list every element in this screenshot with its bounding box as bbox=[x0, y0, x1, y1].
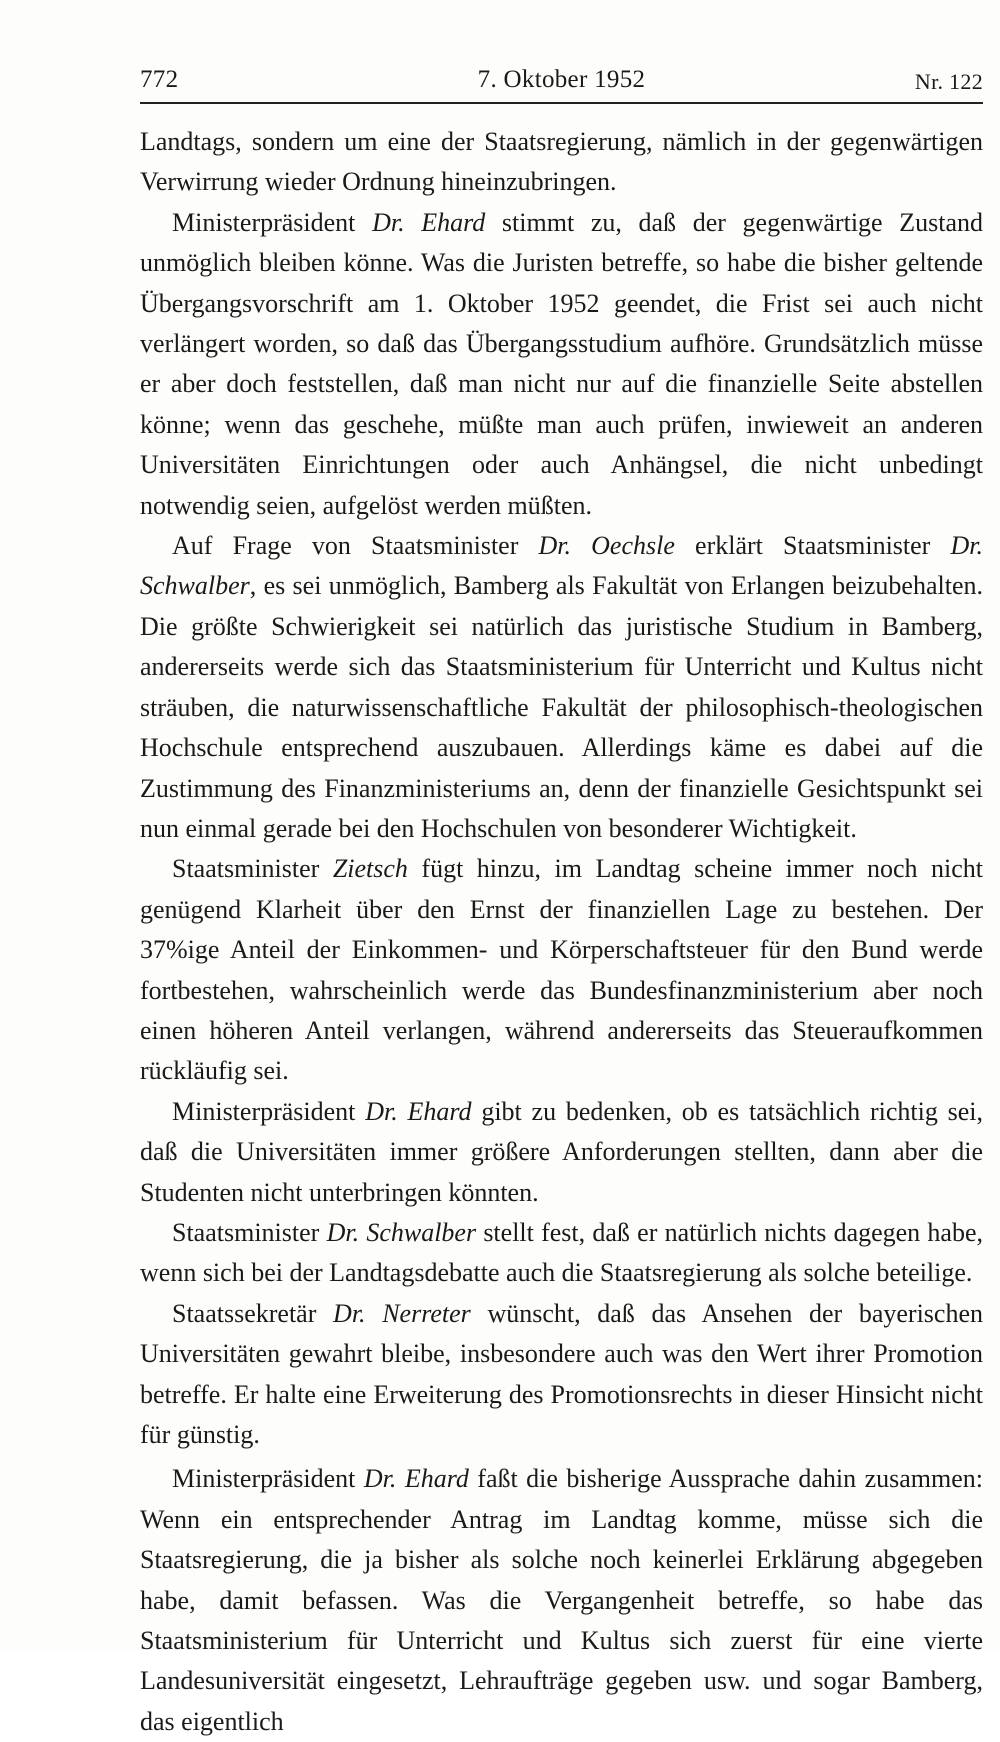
paragraph-zietsch: Staatsminister Zietsch fügt hinzu, im Landtag scheine immer noch nicht genügend Klarheit über den Ernst der finanziellen Lage zu bestehen. Der 37%ige Anteil der Einkommen- und Körperschaftsteuer für den Bund werde fortbestehen, wahrscheinlich werde das Bundesfinanzministerium aber noch einen höheren Anteil verlangen, während andererseits das Steueraufkommen rückläufig sei. bbox=[140, 854, 983, 1086]
paragraph-schwalber-2: Staatsminister Dr. Schwalber stellt fest, daß er natürlich nichts dagegen habe, wenn sich bei der Landtagsdebatte auch die Staatsregierung als solche beteilige. bbox=[140, 1217, 983, 1288]
paragraph-ehard-3: Ministerpräsident Dr. Ehard faßt die bisherige Aussprache dahin zusammen: Wenn ein entsprechender Antrag im Landtag komme, müsse sich die Staatsregierung, die ja bisher als solche noch keinerlei Erklärung abgegeben habe, damit befassen. Was die Vergangenheit betreffe, so habe das Staatsministerium für Unterricht und Kultus sich zuerst für eine vierte Landesuniversität eingesetzt, Lehraufträge gegeben usw. und sogar Bamberg, das eigentlich bbox=[140, 1464, 983, 1736]
body-text bbox=[140, 122, 983, 1742]
page-number: 772 bbox=[140, 66, 179, 93]
running-header bbox=[140, 62, 983, 104]
paragraph-ehard-2: Ministerpräsident Dr. Ehard gibt zu bedenken, ob es tatsächlich richtig sei, daß die Universitäten immer größere Anforderungen stellten, dann aber die Studenten nicht unterbringen könnten. bbox=[140, 1096, 983, 1207]
document-number: Nr. 122 bbox=[914, 69, 983, 94]
paragraph-continuation: Landtags, sondern um eine der Staatsregierung, nämlich in der gegenwärtigen Verwirrung wieder Ordnung hineinzubringen. bbox=[140, 127, 983, 197]
paragraph-schwalber-1: Auf Frage von Staatsminister Dr. Oechsle erklärt Staatsminister Dr. Schwalber, es sei unmöglich, Bamberg als Fakultät von Erlangen beizubehalten. Die größte Schwierigkeit sei natürlich das juristische Studium in Bamberg, andererseits werde sich das Staatsministerium für Unterricht und Kultus nicht sträuben, die naturwissenschaftliche Fakultät der philosophisch-theologischen Hochschule entsprechend auszubauen. Allerdings käme es dabei auf die Zustimmung des Finanzministeriums an, denn der finanzielle Gesichtspunkt sei nun einmal gerade bei den Hochschulen von besonderer Wichtigkeit. bbox=[140, 531, 983, 843]
header-date: 7. Oktober 1952 bbox=[477, 66, 646, 93]
paragraph-ehard-1: Ministerpräsident Dr. Ehard stimmt zu, daß der gegenwärtige Zustand unmöglich bleiben könne. Was die Juristen betreffe, so habe die bisher geltende Übergangsvorschrift am 1. Oktober 1952 geendet, die Frist sei auch nicht verlängert worden, so daß das Übergangsstudium aufhöre. Grundsätzlich müsse er aber doch feststellen, daß man nicht nur auf die finanzielle Seite abstellen könne; wenn das geschehe, müßte man auch prüfen, inwieweit an anderen Universitäten Einrichtungen oder auch Anhängsel, die nicht unbedingt notwendig seien, aufgelöst werden müßten. bbox=[140, 207, 983, 520]
paragraph-nerreter: Staatssekretär Dr. Nerreter wünscht, daß das Ansehen der bayerischen Universitäten gewahrt bleibe, insbesondere auch was den Wert ihrer Promotion betreffe. Er halte eine Erweiterung des Promotionsrechts in dieser Hinsicht nicht für günstig. bbox=[140, 1298, 983, 1449]
